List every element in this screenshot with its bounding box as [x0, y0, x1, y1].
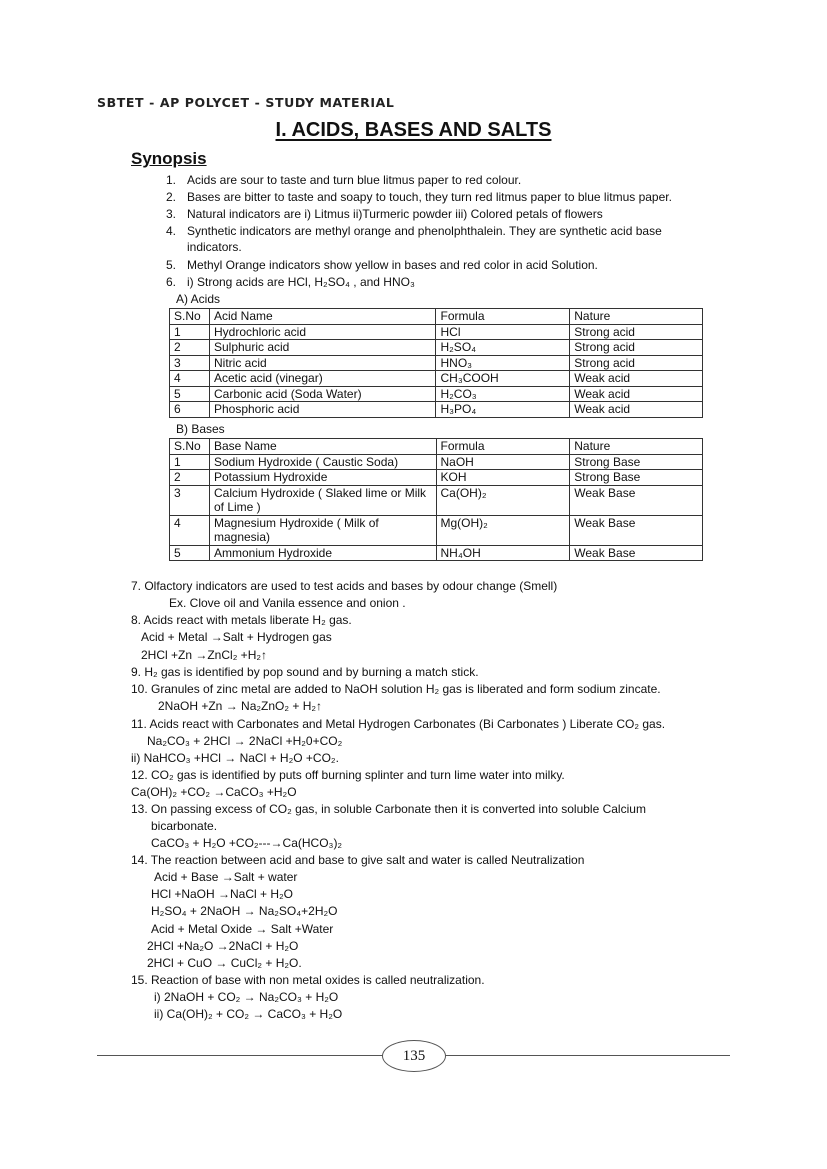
page-header: SBTET - AP POLYCET - STUDY MATERIAL	[97, 95, 395, 110]
equation-line: 2NaOH +Zn → Na₂ZnO₂ + H₂↑	[158, 699, 323, 713]
table-row	[170, 545, 703, 561]
text-line: 12. CO₂ gas is identified by puts off burning splinter and turn lime water into milky.	[131, 768, 565, 782]
acids-table	[169, 308, 703, 418]
cell: Weak acid	[570, 386, 703, 402]
point-number: 2.	[165, 190, 176, 204]
cell: Sulphuric acid	[209, 340, 436, 356]
cell: Acetic acid (vinegar)	[209, 371, 436, 387]
cell: 6	[170, 402, 210, 418]
cell: H₃PO₄	[436, 402, 570, 418]
chapter-title	[0, 119, 827, 142]
cell: Weak acid	[570, 371, 703, 387]
equation-line: CaCO₃ + H₂O +CO₂---→Ca(HCO₃)₂	[151, 836, 343, 850]
table-row	[170, 371, 703, 387]
cell: Ammonium Hydroxide	[209, 545, 436, 561]
header-cell: S.No	[170, 309, 210, 325]
point-number: 6.	[165, 275, 176, 289]
header-cell: Nature	[570, 439, 703, 455]
point-text: i) Strong acids are HCl, H₂SO₄ , and HNO₃	[187, 275, 415, 289]
cell: H₂CO₃	[436, 386, 570, 402]
text-line: Ex. Clove oil and Vanila essence and onion .	[169, 596, 406, 610]
equation-line: Na₂CO₃ + 2HCl → 2NaCl +H₂0+CO₂	[147, 734, 343, 748]
table-row	[170, 470, 703, 486]
table-row	[170, 515, 703, 545]
cell: HCl	[436, 324, 570, 340]
cell: 4	[170, 371, 210, 387]
cell: Weak acid	[570, 402, 703, 418]
chapter-title-text: I. ACIDS, BASES AND SALTS	[275, 119, 552, 141]
footer-rule-right	[443, 1055, 730, 1056]
equation-line: ii) NaHCO₃ +HCl → NaCl + H₂O +CO₂.	[131, 751, 339, 765]
cell: Weak Base	[570, 545, 703, 561]
table-row	[170, 340, 703, 356]
equation-line: i) 2NaOH + CO₂ → Na₂CO₃ + H₂O	[154, 990, 339, 1004]
equation-line: H₂SO₄ + 2NaOH → Na₂SO₄+2H₂O	[151, 904, 338, 918]
cell: Calcium Hydroxide ( Slaked lime or Milk of Lime )	[209, 485, 436, 515]
cell: Magnesium Hydroxide ( Milk of magnesia)	[209, 515, 436, 545]
cell: Strong acid	[570, 355, 703, 371]
point-text: Synthetic indicators are methyl orange and phenolphthalein. They are synthetic acid base	[187, 224, 662, 238]
acids-caption: A) Acids	[176, 292, 221, 306]
point-text: Methyl Orange indicators show yellow in bases and red color in acid Solution.	[187, 258, 598, 272]
cell: Strong acid	[570, 340, 703, 356]
page-number: 135	[382, 1040, 446, 1072]
cell: 5	[170, 386, 210, 402]
cell: Potassium Hydroxide	[209, 470, 436, 486]
table-row	[170, 355, 703, 371]
cell: KOH	[436, 470, 570, 486]
cell: Weak Base	[570, 515, 703, 545]
equation-line: Acid + Base →Salt + water	[154, 870, 298, 884]
cell: Ca(OH)₂	[436, 485, 570, 515]
cell: 1	[170, 454, 210, 470]
cell: Phosphoric acid	[209, 402, 436, 418]
cell: Strong Base	[570, 470, 703, 486]
cell: 2	[170, 340, 210, 356]
equation-line: 2HCl + CuO → CuCl₂ + H₂O.	[147, 956, 302, 970]
point-text: Bases are bitter to taste and soapy to touch, they turn red litmus paper to blue litmus paper.	[187, 190, 672, 204]
cell: 3	[170, 355, 210, 371]
bases-caption: B) Bases	[176, 422, 225, 436]
text-line: 7. Olfactory indicators are used to test acids and bases by odour change (Smell)	[131, 579, 558, 593]
cell: 1	[170, 324, 210, 340]
header-cell: Formula	[436, 439, 570, 455]
synopsis-heading: Synopsis	[131, 149, 207, 168]
equation-line: ii) Ca(OH)₂ + CO₂ → CaCO₃ + H₂O	[154, 1007, 343, 1021]
cell: Carbonic acid (Soda Water)	[209, 386, 436, 402]
header-cell: Formula	[436, 309, 570, 325]
header-cell: S.No	[170, 439, 210, 455]
cell: Sodium Hydroxide ( Caustic Soda)	[209, 454, 436, 470]
point-text: Natural indicators are i) Litmus ii)Turmeric powder iii) Colored petals of flowers	[187, 207, 603, 221]
table-row	[170, 454, 703, 470]
cell: CH₃COOH	[436, 371, 570, 387]
equation-line: HCl +NaOH →NaCl + H₂O	[151, 887, 294, 901]
point-text: indicators.	[187, 240, 242, 254]
cell: Strong acid	[570, 324, 703, 340]
text-line: 10. Granules of zinc metal are added to NaOH solution H₂ gas is liberated and form sodium zincate.	[131, 682, 661, 696]
cell: NaOH	[436, 454, 570, 470]
text-line: 13. On passing excess of CO₂ gas, in soluble Carbonate then it is converted into soluble Calcium	[131, 802, 646, 816]
cell: Mg(OH)₂	[436, 515, 570, 545]
cell: 3	[170, 485, 210, 515]
footer-rule-left	[97, 1055, 383, 1056]
cell: Nitric acid	[209, 355, 436, 371]
cell: 4	[170, 515, 210, 545]
equation-line: Ca(OH)₂ +CO₂ →CaCO₃ +H₂O	[131, 785, 297, 799]
cell: Weak Base	[570, 485, 703, 515]
point-number: 5.	[165, 258, 176, 272]
cell: HNO₃	[436, 355, 570, 371]
text-line: 9. H₂ gas is identified by pop sound and by burning a match stick.	[131, 665, 479, 679]
text-line: 8. Acids react with metals liberate H₂ gas.	[131, 613, 352, 627]
table-header-row	[170, 309, 703, 325]
header-cell: Nature	[570, 309, 703, 325]
point-text: Acids are sour to taste and turn blue litmus paper to red colour.	[187, 173, 522, 187]
table-row	[170, 386, 703, 402]
table-row	[170, 324, 703, 340]
equation-line: 2HCl +Zn →ZnCl₂ +H₂↑	[141, 648, 268, 662]
text-line: 11. Acids react with Carbonates and Metal Hydrogen Carbonates (Bi Carbonates ) Liberate CO₂ gas.	[131, 717, 666, 731]
header-cell: Base Name	[209, 439, 436, 455]
bases-table	[169, 438, 703, 561]
table-row	[170, 485, 703, 515]
table-header-row	[170, 439, 703, 455]
equation-line: Acid + Metal Oxide → Salt +Water	[151, 922, 334, 936]
text-line: 14. The reaction between acid and base to give salt and water is called Neutralization	[131, 853, 585, 867]
cell: NH₄OH	[436, 545, 570, 561]
cell: H₂SO₄	[436, 340, 570, 356]
header-cell: Acid Name	[209, 309, 436, 325]
cell: 5	[170, 545, 210, 561]
table-row	[170, 402, 703, 418]
text-line: 15. Reaction of base with non metal oxides is called neutralization.	[131, 973, 485, 987]
point-number: 4.	[165, 224, 176, 238]
equation-line: 2HCl +Na₂O →2NaCl + H₂O	[147, 939, 299, 953]
cell: Strong Base	[570, 454, 703, 470]
cell: Hydrochloric acid	[209, 324, 436, 340]
point-number: 1.	[165, 173, 176, 187]
point-number: 3.	[165, 207, 176, 221]
equation-line: Acid + Metal →Salt + Hydrogen gas	[141, 630, 332, 644]
text-line: bicarbonate.	[151, 819, 218, 833]
cell: 2	[170, 470, 210, 486]
